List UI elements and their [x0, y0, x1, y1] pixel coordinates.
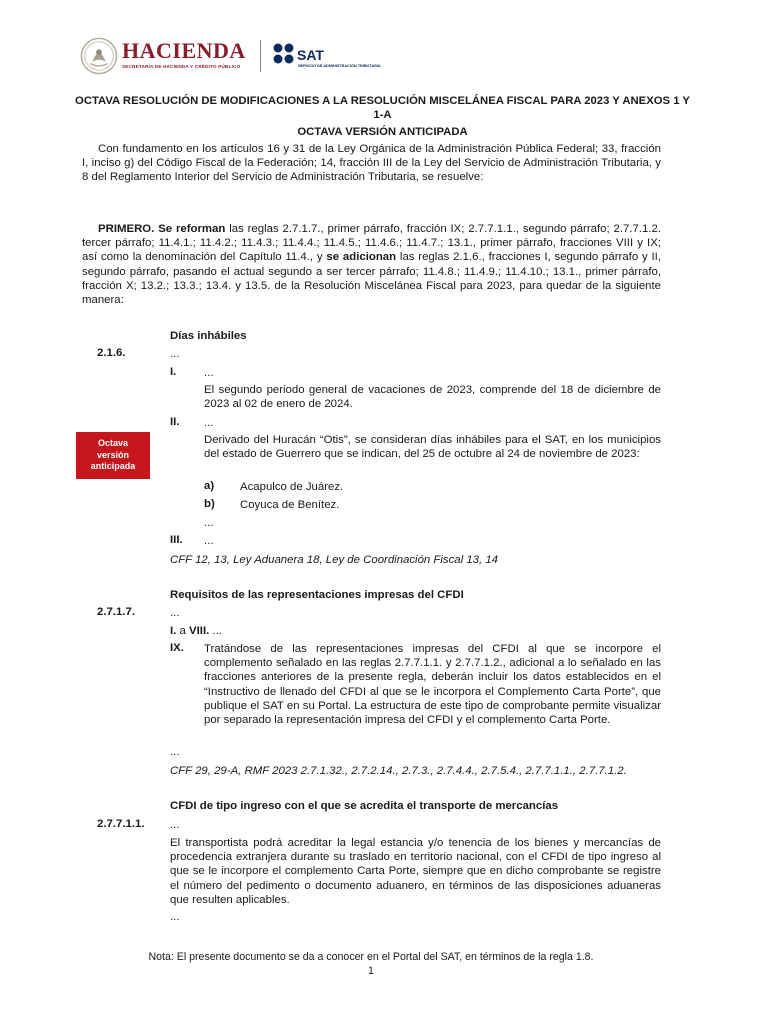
- primero-label: PRIMERO.: [98, 223, 155, 235]
- badge-line: anticipada: [90, 461, 136, 472]
- sat-logo-icon: [271, 42, 297, 68]
- octava-version-badge: [76, 432, 150, 479]
- intro-paragraph: Con fundamento en los artículos 16 y 31 de la Ley Orgánica de la Administración Pública Federal; 33, fracción I, inciso g) del Código Fiscal de la Federación; 14, fracción III de la Ley del Servicio de Administración Tributaria, y 8 del Reglamento Interior del Servicio de Administración Tributaria, se resuelve:: [82, 143, 661, 184]
- item-b-text: Coyuca de Benítez.: [240, 499, 340, 511]
- rule-2-7-7-1-1-text: El transportista podrá acreditar la legal estancia y/o tenencia de los bienes y mercancías de procedencia extranjera durante su traslado en territorio nacional, con el CFDI de tipo ingreso al que se le incorpore el complemento Carta Porte, siempre que en dicho comprobante se registre el número del pedimento o documento aduanero, en términos de las disposiciones aduaneras que resulten aplicables.: [170, 837, 661, 906]
- fraction-ix: IX.: [170, 642, 184, 654]
- rule-number-2-7-1-7: 2.7.1.7.: [97, 606, 135, 618]
- ellipsis: ...: [170, 348, 180, 360]
- section-heading-requisitos: Requisitos de las representaciones impresas del CFDI: [170, 589, 464, 601]
- reforman-label: Se reforman: [158, 223, 226, 235]
- fraction-range: [170, 624, 222, 638]
- badge-line: Octava: [97, 438, 128, 449]
- ellipsis: ...: [170, 607, 180, 619]
- rule-number-2-7-7-1-1: 2.7.7.1.1.: [97, 818, 145, 830]
- ellipsis: ...: [204, 517, 214, 529]
- adicionan-label: se adicionan: [326, 251, 397, 264]
- hacienda-subtitle: SECRETARÍA DE HACIENDA Y CRÉDITO PÚBLICO: [122, 64, 241, 69]
- range-end: VIII.: [189, 625, 210, 637]
- ellipsis: ...: [170, 911, 180, 923]
- logo-divider: [260, 40, 261, 72]
- section-heading-dias-inhabiles: Días inhábiles: [170, 330, 247, 342]
- fraction-i: I.: [170, 366, 177, 378]
- range-ellipsis: ...: [209, 625, 222, 637]
- citation: CFF 12, 13, Ley Aduanera 18, Ley de Coordinación Fiscal 13, 14: [170, 554, 498, 566]
- rule-number-2-1-6: 2.1.6.: [97, 347, 126, 359]
- ellipsis: ...: [170, 746, 180, 758]
- citation: CFF 29, 29-A, RMF 2023 2.7.1.32., 2.7.2.14., 2.7.3., 2.7.4.4., 2.7.5.4., 2.7.7.1.1., 2.7.7.1.2.: [170, 765, 627, 777]
- fraction-ix-text: Tratándose de las representaciones impresas del CFDI al que se incorpore el complemento señalado en las reglas 2.7.7.1.1. y 2.7.7.1.2., adicional a lo señalado en las fracciones anteriores de la presente regla, deberán incluir los datos establecidos en el “Instructivo de llenado del CFDI al que se le incorpora el Complemento Carta Porte”, que publique el SAT en su Portal. La estructura de este tipo de comprobante permite visualizar por separado la representación impresa del CFDI y el complemento Carta Porte.: [204, 643, 661, 727]
- section-heading-cfdi-ingreso: CFDI de tipo ingreso con el que se acredita el transporte de mercancías: [170, 800, 559, 812]
- footer-note: Nota: El presente documento se da a conocer en el Portal del SAT, en términos de la regla 1.8.: [148, 951, 594, 963]
- sat-logo-text: SAT: [297, 47, 324, 63]
- item-a-text: Acapulco de Juárez.: [240, 481, 344, 493]
- primero-text-2: las reglas 2.1.6., fracciones I, segundo párrafo y II, segundo párrafo, pasando el actual segundo a ser tercer párrafo; 11.4.8.; 11.4.9.; 11.4.10.; 13.1., primer párrafo, fracción X; 13.2.; 13.3.; 13.4. y 13.5. de la Resolución Miscelánea Fiscal para 2023, para quedar de la siguiente manera:: [82, 251, 661, 307]
- hacienda-logo-text: HACIENDA: [122, 38, 246, 63]
- ellipsis: ...: [204, 367, 214, 379]
- badge-line: versión: [96, 449, 129, 460]
- item-a-label: a): [204, 480, 215, 492]
- fraction-ii: II.: [170, 416, 180, 428]
- ellipsis: ...: [170, 819, 180, 831]
- document-title: OCTAVA RESOLUCIÓN DE MODIFICACIONES A LA RESOLUCIÓN MISCELÁNEA FISCAL PARA 2023 Y ANEXOS 1 Y 1-A: [75, 95, 690, 122]
- range-start: I.: [170, 625, 177, 637]
- ellipsis: ...: [204, 535, 214, 547]
- fraction-ii-text: Derivado del Huracán “Otis”, se consideran días inhábiles para el SAT, en los municipios del estado de Guerrero que se indican, del 25 de octubre al 24 de noviembre de 2023:: [204, 434, 661, 461]
- fraction-iii: III.: [170, 534, 183, 546]
- page-number: 1: [368, 965, 374, 977]
- range-connector: a: [176, 625, 190, 637]
- ellipsis: ...: [204, 417, 214, 429]
- item-b-label: b): [204, 498, 215, 510]
- mexican-seal-icon: [80, 36, 118, 76]
- document-subtitle: OCTAVA VERSIÓN ANTICIPADA: [297, 126, 468, 138]
- primero-paragraph: [82, 222, 661, 307]
- sat-subtitle: SERVICIO DE ADMINISTRACIÓN TRIBUTARIA: [298, 64, 381, 68]
- primero-text-1: las reglas 2.7.1.7., primer párrafo, fracción IX; 2.7.7.1.1., segundo párrafo; 2.7.7.1.2. tercer párrafo; 11.4.1.; 11.4.2.; 11.4.3.; 11.4.4.; 11.4.5.; 11.4.6.; 11.4.7.; 13.1., primer párrafo, fracciones VIII y IX; así como la denominación del Capítulo 11.4., y: [82, 223, 661, 264]
- fraction-i-text: El segundo periodo general de vacaciones de 2023, comprende del 18 de diciembre de 2023 al 02 de enero de 2024.: [204, 384, 661, 411]
- page-header: [80, 36, 480, 80]
